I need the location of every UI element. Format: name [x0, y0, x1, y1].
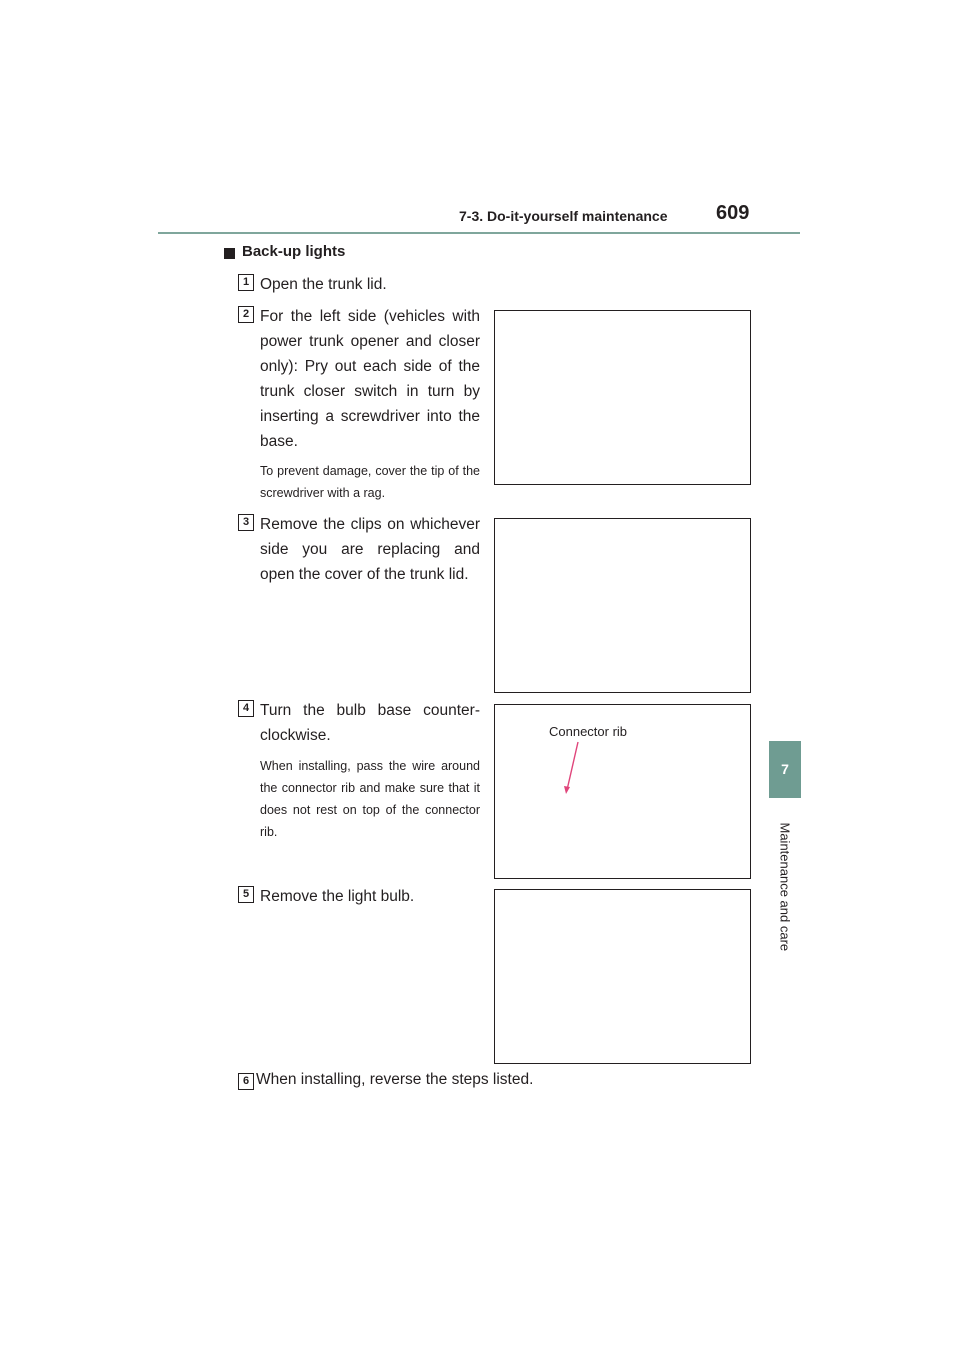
figure-trunk-closer-switch: [494, 310, 751, 485]
step-4-note: When installing, pass the wire around the connector rib and make sure that it does not rest on top of the connector rib.: [260, 759, 480, 839]
step-2-text: For the left side (vehicles with power trunk opener and closer only): Pry out each side of the trunk closer switch in turn by inserting a screwdriver into the base.: [260, 308, 480, 450]
square-bullet-icon: [224, 248, 235, 259]
step-4-text: Turn the bulb base counter-clockwise.: [260, 702, 480, 744]
step-number-2: 2: [238, 306, 254, 323]
step-number-4: 4: [238, 700, 254, 717]
figure-light-bulb: [494, 889, 751, 1064]
step-5-text: Remove the light bulb.: [260, 888, 415, 905]
connector-rib-callout: Connector rib: [549, 724, 628, 739]
section-title: Back-up lights: [242, 243, 346, 260]
figure-trunk-lid-cover: [494, 518, 751, 693]
running-header-section: 7-3. Do-it-yourself maintenance: [459, 208, 668, 224]
step-6-text: When installing, reverse the steps listed.: [256, 1071, 534, 1088]
header-rule: [158, 232, 800, 234]
step-number-6: 6: [238, 1073, 254, 1090]
callout-arrow-icon: [560, 740, 584, 796]
step-number-3: 3: [238, 514, 254, 531]
page-number: 609: [716, 202, 750, 224]
chapter-label: Maintenance and care: [777, 822, 793, 952]
step-1-text: Open the trunk lid.: [260, 276, 387, 293]
step-2-note: To prevent damage, cover the tip of the screwdriver with a rag.: [260, 464, 480, 500]
step-number-1: 1: [238, 274, 254, 291]
step-number-5: 5: [238, 886, 254, 903]
chapter-tab: 7: [769, 741, 801, 798]
step-3-text: Remove the clips on whichever side you are replacing and open the cover of the trunk lid.: [260, 516, 480, 583]
